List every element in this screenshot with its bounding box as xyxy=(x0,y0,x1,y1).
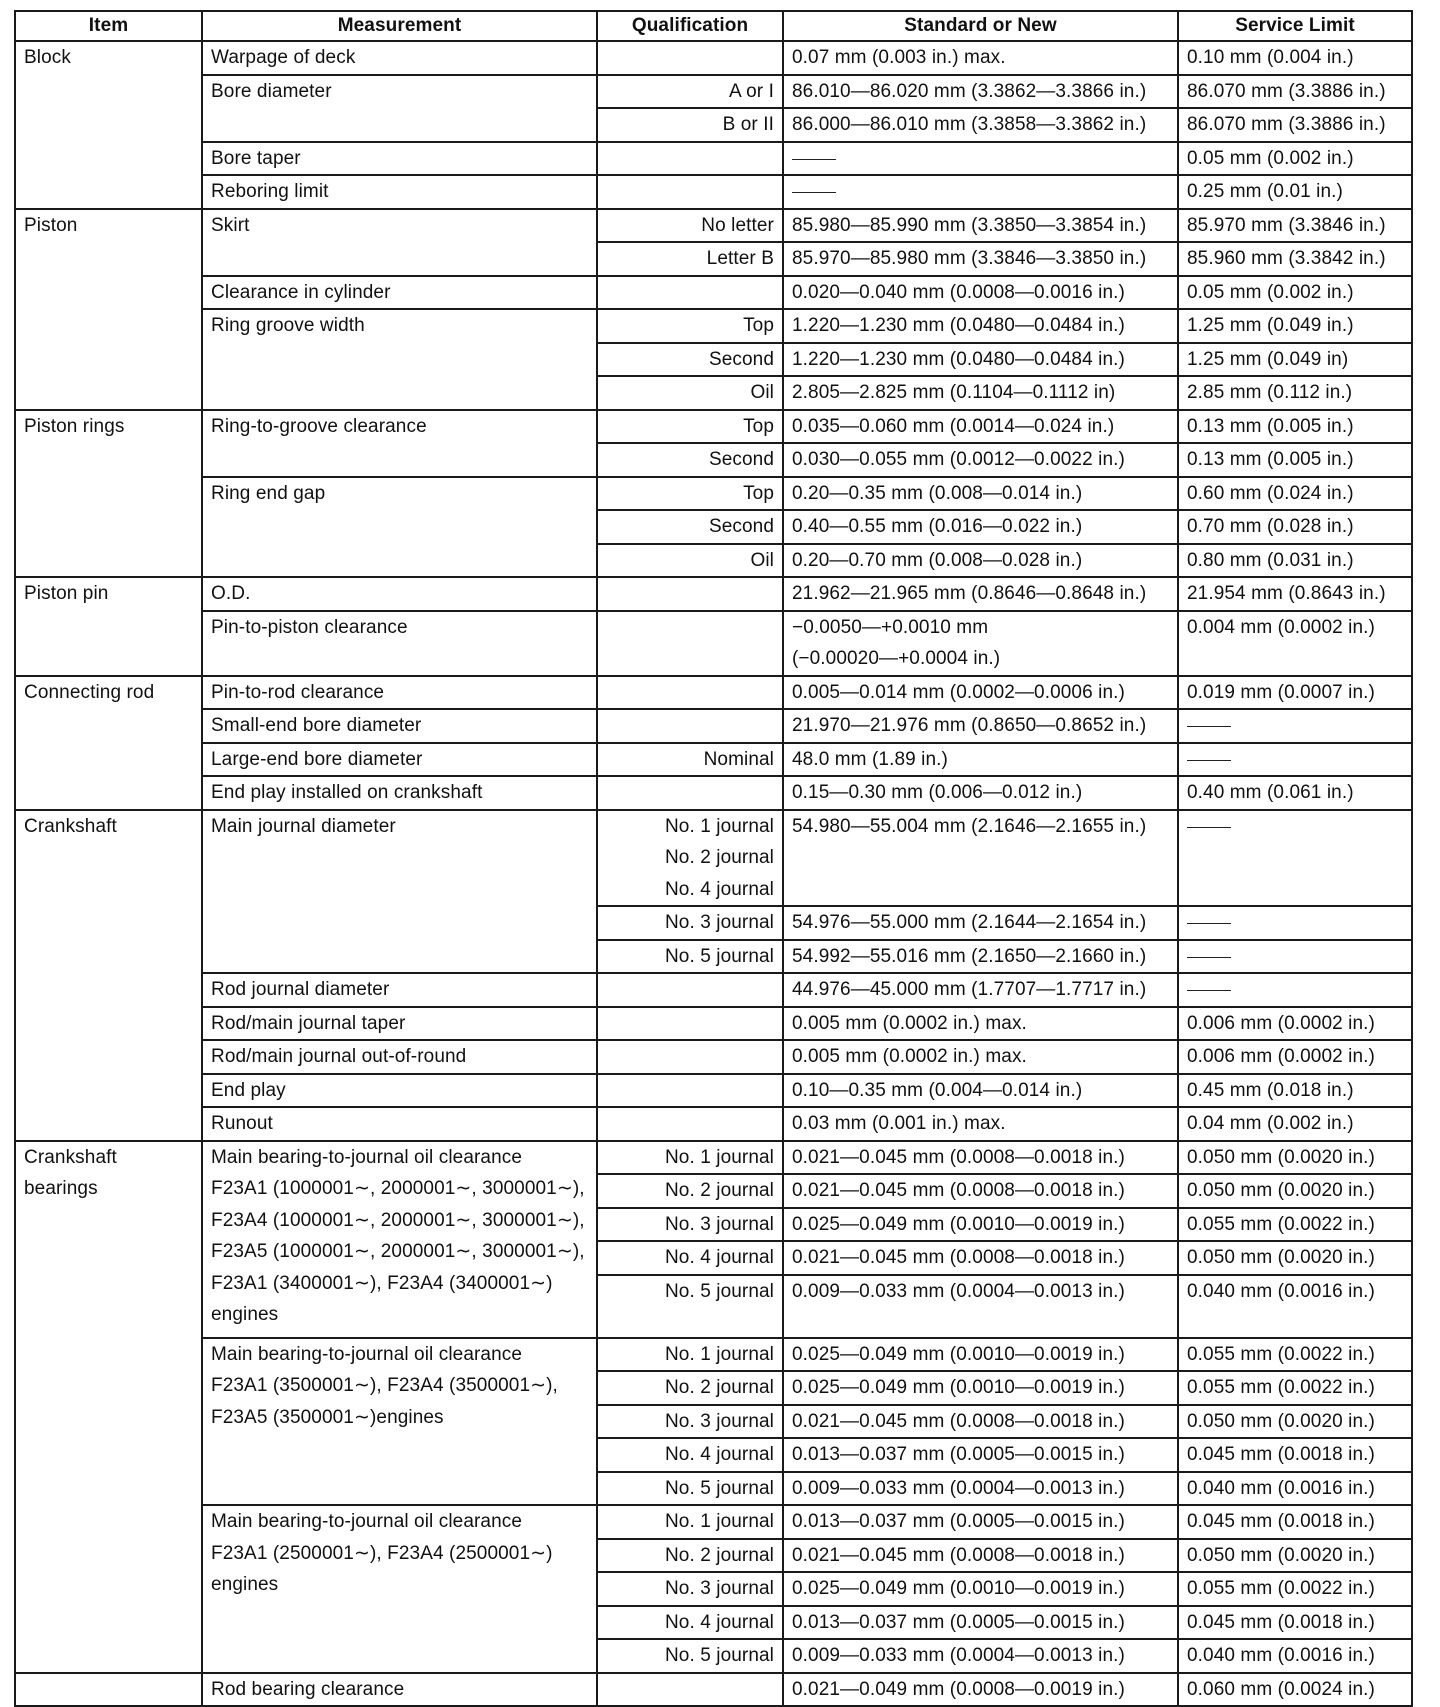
qualification-cell: No. 2 journal xyxy=(597,1539,783,1573)
table-row xyxy=(15,410,1412,444)
qualification-cell xyxy=(597,776,783,810)
qualification-cell xyxy=(597,810,783,907)
service-limit-cell: 0.006 mm (0.0002 in.) xyxy=(1178,1040,1412,1074)
item-cell: Piston xyxy=(15,209,202,410)
measurement-cell: Rod/main journal out-of-round xyxy=(202,1040,597,1074)
table-row xyxy=(15,1505,1412,1539)
measurement-cell: End play xyxy=(202,1074,597,1108)
table-row xyxy=(15,1107,1412,1141)
table-row xyxy=(15,1074,1412,1108)
standard-cell: 0.025—0.049 mm (0.0010—0.0019 in.) xyxy=(783,1338,1178,1372)
qualification-cell: No. 3 journal xyxy=(597,1405,783,1439)
service-limit-cell: 0.004 mm (0.0002 in.) xyxy=(1178,611,1412,676)
standard-cell: 0.20—0.35 mm (0.008—0.014 in.) xyxy=(783,477,1178,511)
qualification-line: No. 4 journal xyxy=(664,878,774,900)
standard-cell: 0.013—0.037 mm (0.0005—0.0015 in.) xyxy=(783,1505,1178,1539)
service-limit-cell: 1.25 mm (0.049 in) xyxy=(1178,343,1412,377)
standard-cell xyxy=(783,175,1178,209)
qualification-cell xyxy=(597,142,783,176)
not-applicable-dash xyxy=(1187,827,1231,828)
standard-cell: 85.970—85.980 mm (3.3846—3.3850 in.) xyxy=(783,242,1178,276)
qualification-cell xyxy=(597,1673,783,1707)
measurement-cell xyxy=(202,1338,597,1506)
table-row xyxy=(15,209,1412,243)
qualification-cell: No. 4 journal xyxy=(597,1438,783,1472)
standard-cell: 2.805—2.825 mm (0.1104—0.1112 in) xyxy=(783,376,1178,410)
standard-cell: 0.025—0.049 mm (0.0010—0.0019 in.) xyxy=(783,1572,1178,1606)
service-limit-cell: 0.045 mm (0.0018 in.) xyxy=(1178,1505,1412,1539)
measurement-line: F23A5 (1000001∼, 2000001∼, 3000001∼), xyxy=(211,1241,585,1262)
measurement-cell: Pin-to-piston clearance xyxy=(202,611,597,676)
service-limit-cell xyxy=(1178,810,1412,907)
service-limit-cell: 0.006 mm (0.0002 in.) xyxy=(1178,1007,1412,1041)
service-limit-cell: 0.80 mm (0.031 in.) xyxy=(1178,544,1412,578)
service-limit-cell xyxy=(1178,973,1412,1007)
service-limit-cell: 0.60 mm (0.024 in.) xyxy=(1178,477,1412,511)
qualification-cell: No. 5 journal xyxy=(597,1639,783,1673)
service-limit-cell: 0.045 mm (0.0018 in.) xyxy=(1178,1438,1412,1472)
not-applicable-dash xyxy=(1187,726,1231,727)
standard-cell: 21.970—21.976 mm (0.8650—0.8652 in.) xyxy=(783,709,1178,743)
header-measurement: Measurement xyxy=(202,11,597,41)
table-header-row xyxy=(15,11,1412,41)
standard-cell: 0.005 mm (0.0002 in.) max. xyxy=(783,1007,1178,1041)
not-applicable-dash xyxy=(1187,760,1231,761)
standard-cell: 54.976—55.000 mm (2.1644—2.1654 in.) xyxy=(783,906,1178,940)
table-row xyxy=(15,1141,1412,1175)
qualification-cell xyxy=(597,577,783,611)
header-service-limit: Service Limit xyxy=(1178,11,1412,41)
not-applicable-dash xyxy=(792,192,836,193)
measurement-cell: Bore diameter xyxy=(202,75,597,142)
measurement-cell xyxy=(202,1505,597,1673)
standard-cell: 1.220—1.230 mm (0.0480—0.0484 in.) xyxy=(783,309,1178,343)
standard-line: −0.0050—+0.0010 mm xyxy=(792,616,989,638)
measurement-line: engines xyxy=(211,1574,279,1595)
service-limit-cell: 0.04 mm (0.002 in.) xyxy=(1178,1107,1412,1141)
measurement-cell xyxy=(202,1141,597,1338)
standard-cell: 0.035—0.060 mm (0.0014—0.024 in.) xyxy=(783,410,1178,444)
measurement-line: F23A1 (3400001∼), F23A4 (3400001∼) xyxy=(211,1272,553,1294)
standard-cell: 0.40—0.55 mm (0.016—0.022 in.) xyxy=(783,510,1178,544)
qualification-cell: Letter B xyxy=(597,242,783,276)
qualification-cell xyxy=(597,709,783,743)
qualification-cell: No. 2 journal xyxy=(597,1371,783,1405)
header-standard: Standard or New xyxy=(783,11,1178,41)
standard-cell: 21.962—21.965 mm (0.8646—0.8648 in.) xyxy=(783,577,1178,611)
measurement-cell: Rod/main journal taper xyxy=(202,1007,597,1041)
qualification-cell: A or I xyxy=(597,75,783,109)
standard-cell: 0.025—0.049 mm (0.0010—0.0019 in.) xyxy=(783,1371,1178,1405)
service-limit-cell xyxy=(1178,906,1412,940)
qualification-cell: No letter xyxy=(597,209,783,243)
service-limit-cell: 0.050 mm (0.0020 in.) xyxy=(1178,1141,1412,1175)
table-row xyxy=(15,142,1412,176)
table-row xyxy=(15,477,1412,511)
not-applicable-dash xyxy=(1187,923,1231,924)
service-limit-cell: 0.13 mm (0.005 in.) xyxy=(1178,410,1412,444)
qualification-cell: No. 3 journal xyxy=(597,1572,783,1606)
standard-cell: 85.980—85.990 mm (3.3850—3.3854 in.) xyxy=(783,209,1178,243)
service-limit-cell: 0.70 mm (0.028 in.) xyxy=(1178,510,1412,544)
measurement-cell: Main journal diameter xyxy=(202,810,597,974)
qualification-cell: B or II xyxy=(597,108,783,142)
measurement-cell: Rod bearing clearance xyxy=(202,1673,597,1707)
table-row xyxy=(15,709,1412,743)
qualification-cell: No. 3 journal xyxy=(597,906,783,940)
service-limit-cell: 0.05 mm (0.002 in.) xyxy=(1178,142,1412,176)
item-cell: Piston rings xyxy=(15,410,202,578)
measurement-line: F23A4 (1000001∼, 2000001∼, 3000001∼), xyxy=(211,1209,585,1231)
service-limit-cell: 0.045 mm (0.0018 in.) xyxy=(1178,1606,1412,1640)
standard-cell: 0.15—0.30 mm (0.006—0.012 in.) xyxy=(783,776,1178,810)
measurement-cell: Pin-to-rod clearance xyxy=(202,676,597,710)
measurement-line: Main bearing-to-journal oil clearance xyxy=(211,1343,523,1365)
service-limit-cell: 86.070 mm (3.3886 in.) xyxy=(1178,75,1412,109)
service-limit-cell: 0.055 mm (0.0022 in.) xyxy=(1178,1208,1412,1242)
measurement-cell: Runout xyxy=(202,1107,597,1141)
not-applicable-dash xyxy=(1187,957,1231,958)
qualification-cell xyxy=(597,676,783,710)
header-qualification: Qualification xyxy=(597,11,783,41)
table-row xyxy=(15,1673,1412,1707)
standard-cell: 0.005—0.014 mm (0.0002—0.0006 in.) xyxy=(783,676,1178,710)
measurement-cell: Warpage of deck xyxy=(202,41,597,75)
standard-cell: 0.009—0.033 mm (0.0004—0.0013 in.) xyxy=(783,1275,1178,1338)
item-cell: Connecting rod xyxy=(15,676,202,810)
qualification-cell: Oil xyxy=(597,376,783,410)
qualification-cell: Top xyxy=(597,410,783,444)
table-row xyxy=(15,309,1412,343)
standard-cell: 0.021—0.045 mm (0.0008—0.0018 in.) xyxy=(783,1174,1178,1208)
standard-cell xyxy=(783,611,1178,676)
measurement-cell: Small-end bore diameter xyxy=(202,709,597,743)
measurement-cell: Skirt xyxy=(202,209,597,276)
service-limit-cell xyxy=(1178,709,1412,743)
measurement-cell: Ring-to-groove clearance xyxy=(202,410,597,477)
measurement-line: F23A1 (2500001∼), F23A4 (2500001∼) xyxy=(211,1542,553,1564)
standard-cell: 0.020—0.040 mm (0.0008—0.0016 in.) xyxy=(783,276,1178,310)
service-limit-cell: 0.25 mm (0.01 in.) xyxy=(1178,175,1412,209)
qualification-cell xyxy=(597,1074,783,1108)
standard-cell: 0.021—0.045 mm (0.0008—0.0018 in.) xyxy=(783,1405,1178,1439)
qualification-cell: No. 1 journal xyxy=(597,1338,783,1372)
standard-cell: 44.976—45.000 mm (1.7707—1.7717 in.) xyxy=(783,973,1178,1007)
qualification-cell: No. 1 journal xyxy=(597,1505,783,1539)
service-limit-cell: 0.055 mm (0.0022 in.) xyxy=(1178,1338,1412,1372)
measurement-line: F23A1 (1000001∼, 2000001∼, 3000001∼), xyxy=(211,1178,585,1199)
service-limit-cell: 0.055 mm (0.0022 in.) xyxy=(1178,1572,1412,1606)
service-limit-cell: 0.45 mm (0.018 in.) xyxy=(1178,1074,1412,1108)
qualification-line: No. 2 journal xyxy=(664,847,774,868)
standard-cell: 0.030—0.055 mm (0.0012—0.0022 in.) xyxy=(783,443,1178,477)
measurement-cell: Rod journal diameter xyxy=(202,973,597,1007)
service-limit-cell xyxy=(1178,743,1412,777)
service-limit-cell: 0.055 mm (0.0022 in.) xyxy=(1178,1371,1412,1405)
qualification-cell: No. 4 journal xyxy=(597,1241,783,1275)
service-limit-cell: 0.050 mm (0.0020 in.) xyxy=(1178,1405,1412,1439)
qualification-cell xyxy=(597,1040,783,1074)
standard-cell: 0.20—0.70 mm (0.008—0.028 in.) xyxy=(783,544,1178,578)
measurement-line: F23A1 (3500001∼), F23A4 (3500001∼), xyxy=(211,1375,558,1396)
qualification-cell xyxy=(597,276,783,310)
qualification-cell: No. 1 journal xyxy=(597,1141,783,1175)
qualification-cell: Second xyxy=(597,443,783,477)
service-limit-cell: 85.970 mm (3.3846 in.) xyxy=(1178,209,1412,243)
service-limit-cell: 0.050 mm (0.0020 in.) xyxy=(1178,1539,1412,1573)
item-cell xyxy=(15,1673,202,1707)
qualification-cell: Second xyxy=(597,343,783,377)
table-row xyxy=(15,1338,1412,1372)
measurement-cell: Ring groove width xyxy=(202,309,597,410)
standard-cell: 86.000—86.010 mm (3.3858—3.3862 in.) xyxy=(783,108,1178,142)
qualification-cell xyxy=(597,611,783,676)
measurement-line: F23A5 (3500001∼)engines xyxy=(211,1406,444,1428)
standard-cell: 0.013—0.037 mm (0.0005—0.0015 in.) xyxy=(783,1606,1178,1640)
standard-cell: 0.021—0.049 mm (0.0008—0.0019 in.) xyxy=(783,1673,1178,1707)
qualification-cell xyxy=(597,1007,783,1041)
qualification-cell: Top xyxy=(597,309,783,343)
standard-line: (−0.00020—+0.0004 in.) xyxy=(792,648,1001,669)
service-limit-cell: 21.954 mm (0.8643 in.) xyxy=(1178,577,1412,611)
qualification-cell: No. 3 journal xyxy=(597,1208,783,1242)
table-row xyxy=(15,776,1412,810)
qualification-cell: No. 5 journal xyxy=(597,1275,783,1338)
table-row xyxy=(15,973,1412,1007)
service-limit-cell: 0.019 mm (0.0007 in.) xyxy=(1178,676,1412,710)
measurement-cell: Bore taper xyxy=(202,142,597,176)
measurement-line: Main bearing-to-journal oil clearance xyxy=(211,1146,523,1168)
service-limit-cell: 0.13 mm (0.005 in.) xyxy=(1178,443,1412,477)
measurement-line: engines xyxy=(211,1304,279,1325)
standard-cell: 54.992—55.016 mm (2.1650—2.1660 in.) xyxy=(783,940,1178,974)
table-row xyxy=(15,676,1412,710)
standard-cell: 0.03 mm (0.001 in.) max. xyxy=(783,1107,1178,1141)
item-cell xyxy=(15,1141,202,1673)
service-limit-cell: 1.25 mm (0.049 in.) xyxy=(1178,309,1412,343)
table-row xyxy=(15,577,1412,611)
service-limit-cell: 0.040 mm (0.0016 in.) xyxy=(1178,1639,1412,1673)
item-line: bearings xyxy=(24,1178,98,1199)
standard-cell: 0.07 mm (0.003 in.) max. xyxy=(783,41,1178,75)
measurement-cell: End play installed on crankshaft xyxy=(202,776,597,810)
service-limit-cell xyxy=(1178,940,1412,974)
service-limit-cell: 0.050 mm (0.0020 in.) xyxy=(1178,1241,1412,1275)
standard-cell: 0.021—0.045 mm (0.0008—0.0018 in.) xyxy=(783,1539,1178,1573)
standard-cell: 0.013—0.037 mm (0.0005—0.0015 in.) xyxy=(783,1438,1178,1472)
not-applicable-dash xyxy=(792,159,836,160)
service-limit-cell: 0.050 mm (0.0020 in.) xyxy=(1178,1174,1412,1208)
measurement-line: Main bearing-to-journal oil clearance xyxy=(211,1511,523,1532)
item-line: Crankshaft xyxy=(24,1146,117,1168)
standard-cell: 1.220—1.230 mm (0.0480—0.0484 in.) xyxy=(783,343,1178,377)
table-row xyxy=(15,175,1412,209)
measurement-cell: Reboring limit xyxy=(202,175,597,209)
qualification-cell xyxy=(597,973,783,1007)
qualification-cell: No. 5 journal xyxy=(597,940,783,974)
header-item: Item xyxy=(15,11,202,41)
qualification-cell: Oil xyxy=(597,544,783,578)
not-applicable-dash xyxy=(1187,990,1231,991)
standard-cell: 54.980—55.004 mm (2.1646—2.1655 in.) xyxy=(783,810,1178,907)
standard-cell: 0.021—0.045 mm (0.0008—0.0018 in.) xyxy=(783,1141,1178,1175)
service-limit-cell: 0.040 mm (0.0016 in.) xyxy=(1178,1472,1412,1506)
service-limit-cell: 85.960 mm (3.3842 in.) xyxy=(1178,242,1412,276)
standard-cell: 0.10—0.35 mm (0.004—0.014 in.) xyxy=(783,1074,1178,1108)
measurement-cell: Ring end gap xyxy=(202,477,597,578)
standard-cell: 0.005 mm (0.0002 in.) max. xyxy=(783,1040,1178,1074)
standard-cell: 0.009—0.033 mm (0.0004—0.0013 in.) xyxy=(783,1639,1178,1673)
service-limit-cell: 0.040 mm (0.0016 in.) xyxy=(1178,1275,1412,1338)
measurement-cell: O.D. xyxy=(202,577,597,611)
qualification-cell: No. 2 journal xyxy=(597,1174,783,1208)
qualification-cell: No. 4 journal xyxy=(597,1606,783,1640)
table-row xyxy=(15,611,1412,676)
qualification-line: No. 1 journal xyxy=(664,815,774,837)
service-limit-cell: 86.070 mm (3.3886 in.) xyxy=(1178,108,1412,142)
table-row xyxy=(15,41,1412,75)
qualification-cell: Nominal xyxy=(597,743,783,777)
measurement-cell: Clearance in cylinder xyxy=(202,276,597,310)
item-cell: Crankshaft xyxy=(15,810,202,1141)
specifications-table xyxy=(14,10,1413,1707)
table-row xyxy=(15,743,1412,777)
service-limit-cell: 2.85 mm (0.112 in.) xyxy=(1178,376,1412,410)
standard-cell: 0.021—0.045 mm (0.0008—0.0018 in.) xyxy=(783,1241,1178,1275)
qualification-cell: Top xyxy=(597,477,783,511)
standard-cell: 48.0 mm (1.89 in.) xyxy=(783,743,1178,777)
item-cell: Piston pin xyxy=(15,577,202,676)
qualification-cell xyxy=(597,41,783,75)
measurement-cell: Large-end bore diameter xyxy=(202,743,597,777)
service-limit-cell: 0.05 mm (0.002 in.) xyxy=(1178,276,1412,310)
service-limit-cell: 0.060 mm (0.0024 in.) xyxy=(1178,1673,1412,1707)
service-limit-cell: 0.40 mm (0.061 in.) xyxy=(1178,776,1412,810)
table-row xyxy=(15,276,1412,310)
qualification-cell xyxy=(597,175,783,209)
standard-cell xyxy=(783,142,1178,176)
qualification-cell: Second xyxy=(597,510,783,544)
table-row xyxy=(15,1040,1412,1074)
spec-sheet xyxy=(14,10,1413,1707)
qualification-cell: No. 5 journal xyxy=(597,1472,783,1506)
standard-cell: 0.009—0.033 mm (0.0004—0.0013 in.) xyxy=(783,1472,1178,1506)
standard-cell: 86.010—86.020 mm (3.3862—3.3866 in.) xyxy=(783,75,1178,109)
qualification-cell xyxy=(597,1107,783,1141)
service-limit-cell: 0.10 mm (0.004 in.) xyxy=(1178,41,1412,75)
item-cell: Block xyxy=(15,41,202,209)
standard-cell: 0.025—0.049 mm (0.0010—0.0019 in.) xyxy=(783,1208,1178,1242)
table-row xyxy=(15,75,1412,109)
table-row xyxy=(15,810,1412,907)
table-row xyxy=(15,1007,1412,1041)
